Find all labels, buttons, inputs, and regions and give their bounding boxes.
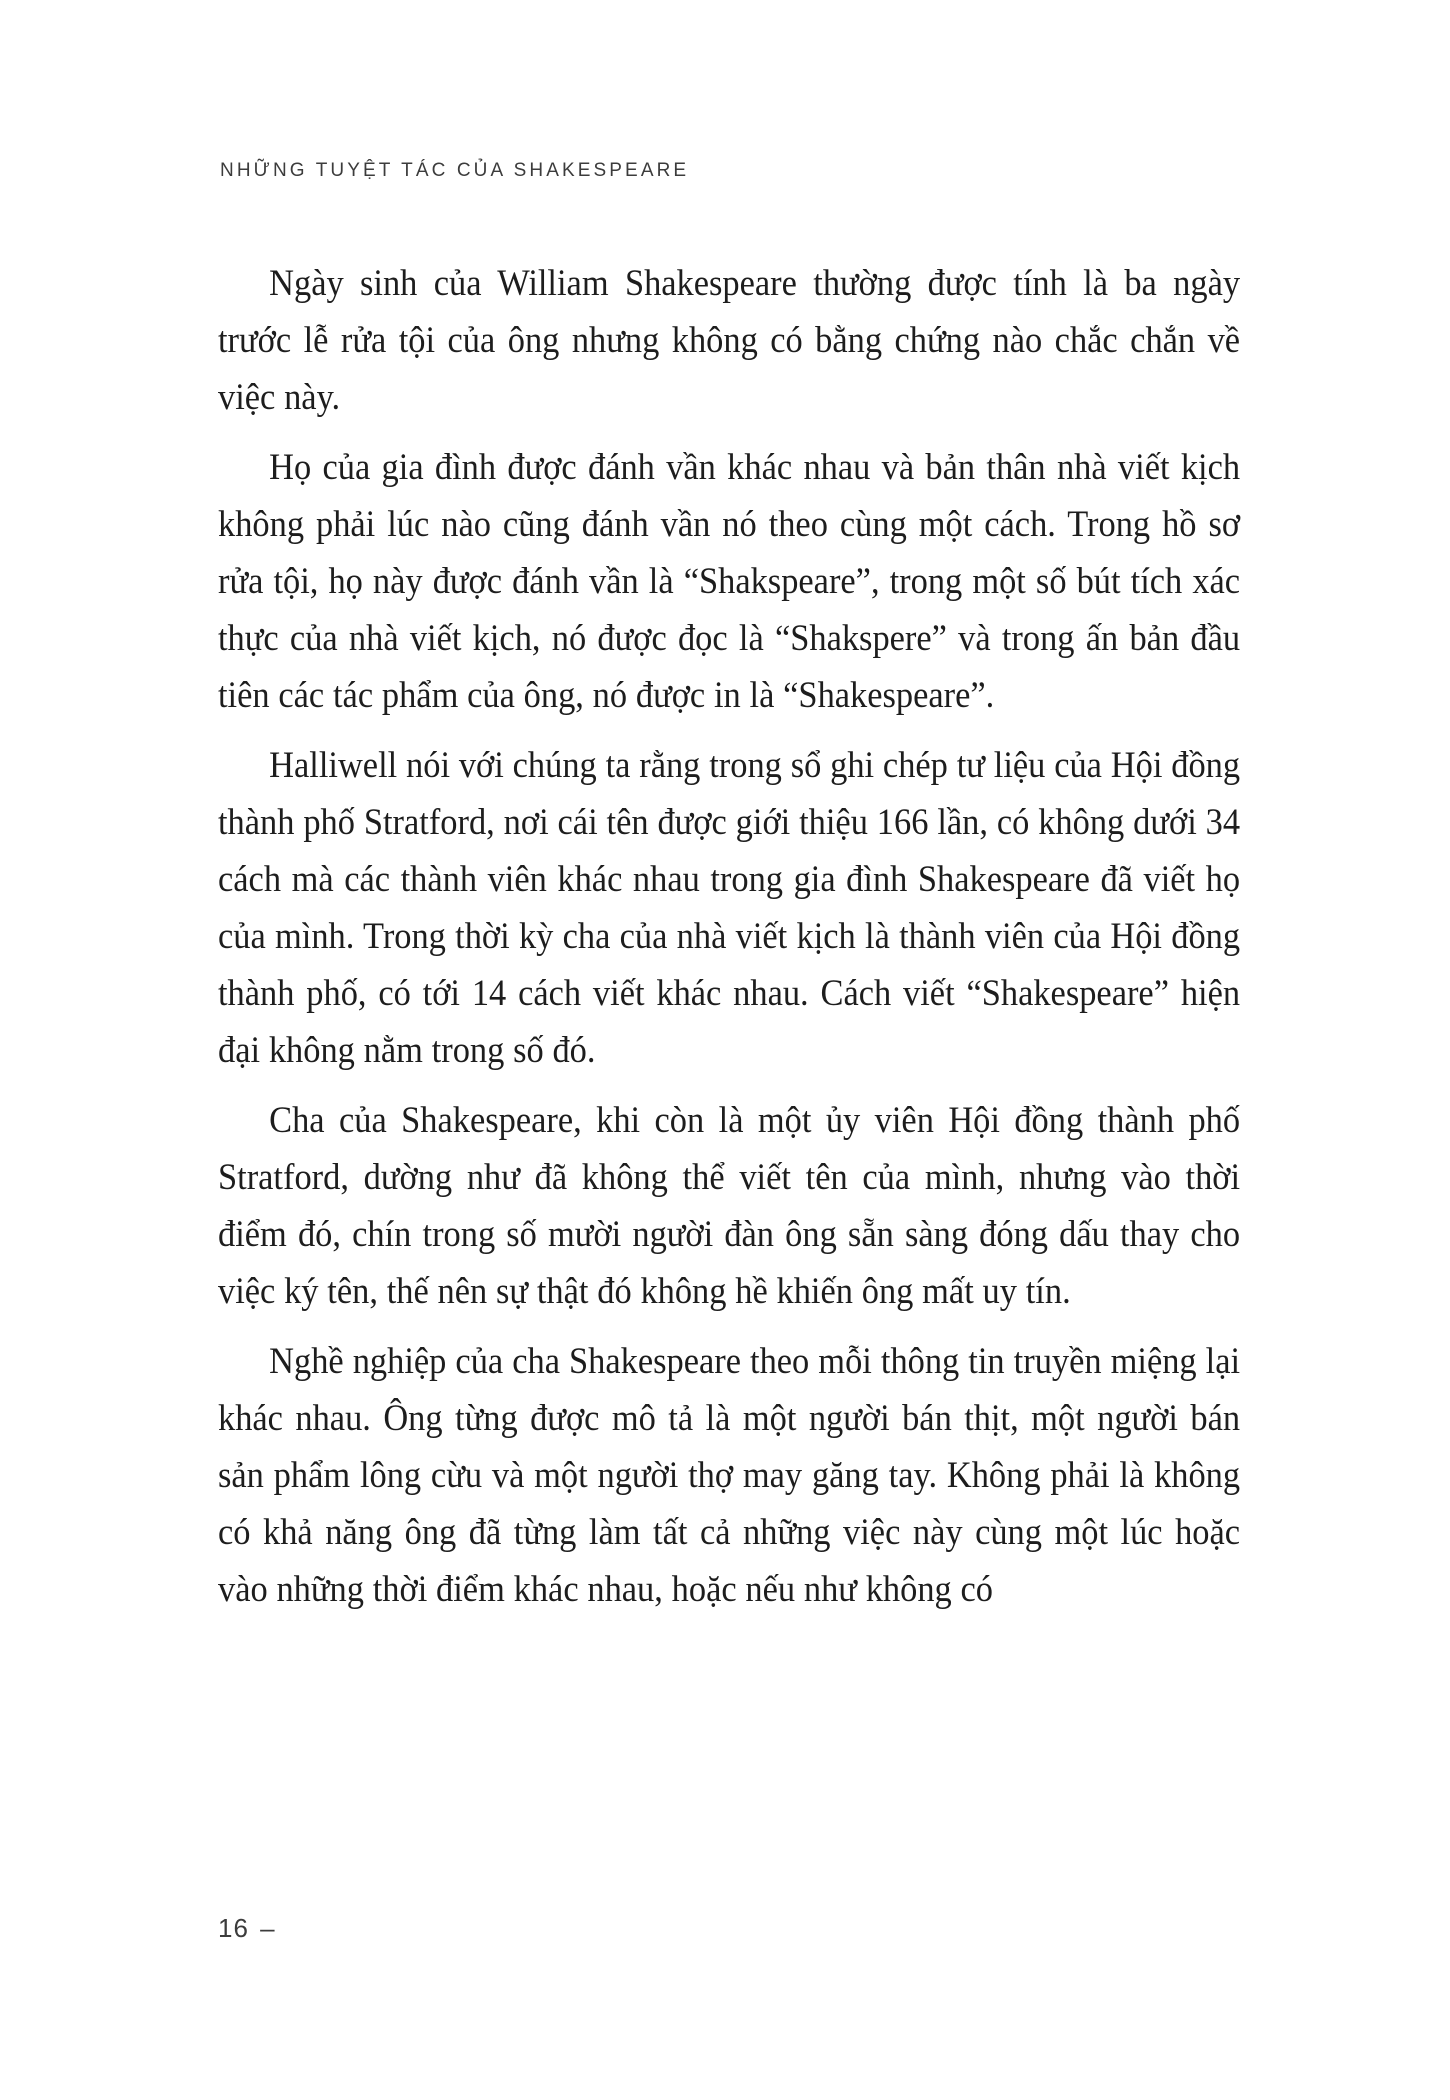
body-paragraph: Cha của Shakespeare, khi còn là một ủy viên Hội đồng thành phố Stratford, dường như đã không thể viết tên của mình, nhưng vào thời điểm đó, chín trong số mười người đàn ông sẵn sàng đóng dấu thay cho việc ký tên, thế nên sự thật đó không hề khiến ông mất uy tín. xyxy=(218,1100,1241,1312)
body-paragraph: Halliwell nói với chúng ta rằng trong sổ ghi chép tư liệu của Hội đồng thành phố Stratford, nơi cái tên được giới thiệu 166 lần, có không dưới 34 cách mà các thành viên khác nhau trong gia đình Shakespeare đã viết họ của mình. Trong thời kỳ cha của nhà viết kịch là thành viên của Hội đồng thành phố, có tới 14 cách viết khác nhau. Cách viết “Shakespeare” hiện đại không nằm trong số đó. xyxy=(218,745,1241,1071)
page-number: 16 xyxy=(218,1913,250,1943)
page-folio xyxy=(218,1912,276,1944)
body-paragraph: Nghề nghiệp của cha Shakespeare theo mỗi thông tin truyền miệng lại khác nhau. Ông từng được mô tả là một người bán thịt, một người bán sản phẩm lông cừu và một người thợ may găng tay. Không phải là không có khả năng ông đã từng làm tất cả những việc này cùng một lúc hoặc vào những thời điểm khác nhau, hoặc nếu như không có xyxy=(218,1341,1241,1610)
body-paragraph: Họ của gia đình được đánh vần khác nhau và bản thân nhà viết kịch không phải lúc nào cũng đánh vần nó theo cùng một cách. Trong hồ sơ rửa tội, họ này được đánh vần là “Shakspeare”, trong một số bút tích xác thực của nhà viết kịch, nó được đọc là “Shakspere” và trong ấn bản đầu tiên các tác phẩm của ông, nó được in là “Shakespeare”. xyxy=(218,447,1241,716)
body-paragraph: Ngày sinh của William Shakespeare thường được tính là ba ngày trước lễ rửa tội của ông nhưng không có bằng chứng nào chắc chắn về việc này. xyxy=(218,263,1241,418)
body-text-column xyxy=(218,255,1240,1618)
running-head: NHỮNG TUYỆT TÁC CỦA SHAKESPEARE xyxy=(220,160,690,181)
folio-dash: – xyxy=(260,1913,276,1943)
